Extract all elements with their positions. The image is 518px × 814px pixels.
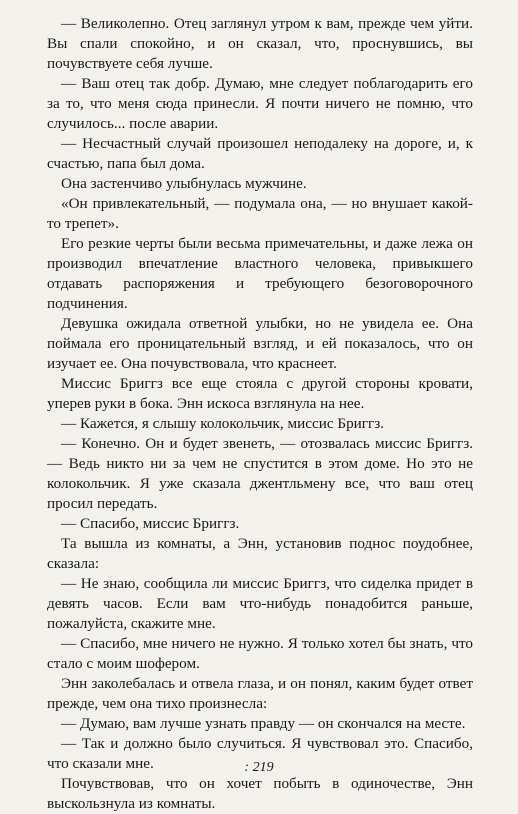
page-number: : 219: [244, 760, 274, 775]
paragraph: Та вышла из комнаты, а Энн, установив поднос поудобнее, сказала:: [47, 535, 473, 572]
paragraph: — Великолепно. Отец заглянул утром к вам, прежде чем уйти. Вы спали спокойно, и он сказал, что, проснувшись, вы почувствуете себя лучше.: [47, 15, 473, 72]
paragraph: Миссис Бриггз все еще стояла с другой стороны кровати, уперев руки в бока. Энн искоса взглянула на нее.: [47, 375, 473, 412]
paragraph: — Думаю, вам лучше узнать правду — он скончался на месте.: [61, 715, 466, 732]
paragraph: — Ваш отец так добр. Думаю, мне следует поблагодарить его за то, что меня сюда принесли. Я почти ничего не помню, что случилось... после аварии.: [47, 75, 473, 132]
paragraph: — Спасибо, мне ничего не нужно. Я только хотел бы знать, что стало с моим шофером.: [47, 635, 473, 672]
paragraph: — Несчастный случай произошел неподалеку на дороге, и, к счастью, папа был дома.: [47, 135, 473, 172]
paragraph: Девушка ожидала ответной улыбки, но не увидела ее. Она поймала его проницательный взгляд, и ей показалось, что он изучает ее. Она почувствовала, что краснеет.: [47, 315, 473, 372]
paragraph: Почувствовав, что он хочет побыть в одиночестве, Энн выскользнула из комнаты.: [47, 775, 473, 812]
paragraph: — Так и должно было случиться. Я чувствовал это. Спасибо, что сказали мне.: [47, 735, 473, 772]
paragraph: Она застенчиво улыбнулась мужчине.: [61, 175, 307, 192]
paragraph: Энн заколебалась и отвела глаза, и он понял, каким будет ответ прежде, чем она тихо произнесла:: [47, 675, 473, 712]
paragraph: — Конечно. Он и будет звенеть, — отозвалась миссис Бриггз. — Ведь никто ни за чем не спустится в этом доме. Но это не колокольчик. Я уже сказала джентльмену все, что ваш отец просил передать.: [47, 435, 473, 512]
paragraph: — Не знаю, сообщила ли миссис Бриггз, что сиделка придет в девять часов. Если вам что-нибудь понадобится раньше, пожалуйста, скажите мне.: [47, 575, 473, 632]
paragraph: «Он привлекательный, — подумала она, — но внушает какой-то трепет».: [47, 195, 473, 232]
paragraph: — Спасибо, миссис Бриггз.: [61, 515, 240, 532]
paragraph: Его резкие черты были весьма примечательны, и даже лежа он производил впечатление властного человека, привыкшего отдавать распоряжения и требующего безоговорочного подчинения.: [47, 235, 473, 312]
body-text: [47, 14, 473, 814]
paragraph: — Кажется, я слышу колокольчик, миссис Бриггз.: [61, 415, 385, 432]
